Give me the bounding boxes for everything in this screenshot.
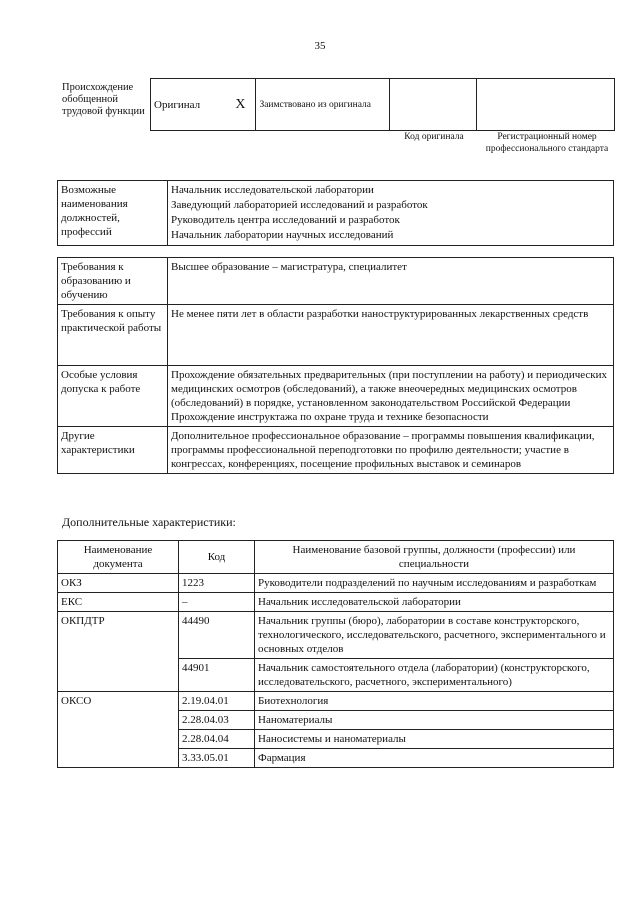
position-item: Начальник исследовательской лаборатории — [171, 184, 374, 196]
origin-table — [150, 78, 615, 131]
table-row: 2.28.04.03 Наноматериалы — [58, 711, 614, 730]
origin-original: Оригинал — [151, 79, 226, 131]
table-row: 3.33.05.01 Фармация — [58, 749, 614, 768]
additional-table — [57, 540, 614, 768]
positions-list — [168, 181, 614, 246]
table-row: 44901 Начальник самостоятельного отдела (лаборатории) (конструкторского, исследовательского, расчетного, экспериментального) — [58, 659, 614, 692]
requirements-table — [57, 257, 614, 474]
table-row: ОКПДТР 44490 Начальник группы (бюро), лаборатории в составе конструкторского, технологического, исследовательского, расчетного, экспериментального и основных отделов — [58, 612, 614, 659]
position-item: Начальник лаборатории научных исследований — [171, 229, 394, 241]
req-experience-value: Не менее пяти лет в области разработки наноструктурированных лекарственных средств — [168, 305, 614, 366]
table-row: ЕКС – Начальник исследовательской лаборатории — [58, 593, 614, 612]
col-header-code: Код — [179, 541, 255, 574]
origin-mark: X — [225, 79, 256, 131]
req-admission-value: Прохождение обязательных предварительных (при поступлении на работу) и периодических медицинских осмотров (обследований), а также внеочередных медицинских осмотров (обследований) в порядке, установленном законодательством Российской Федерации Прохождение инструктажа по охране труда и технике безопасности — [168, 366, 614, 427]
req-other-label: Другие характеристики — [58, 427, 168, 474]
table-row: ОКСО 2.19.04.01 Биотехнология — [58, 692, 614, 711]
table-row: 2.28.04.04 Наносистемы и наноматериалы — [58, 730, 614, 749]
table-row: ОКЗ 1223 Руководители подразделений по научным исследованиям и разработкам — [58, 574, 614, 593]
origin-borrowed: Заимствовано из оригинала — [256, 79, 390, 131]
req-experience-label: Требования к опыту практической работы — [58, 305, 168, 366]
positions-label: Возможные наименования должностей, профессий — [58, 181, 168, 246]
req-other-value: Дополнительное профессиональное образование – программы повышения квалификации, программы профессиональной переподготовки по профилю деятельности; участие в конгрессах, конференциях, посещение профильных выставок и семинаров — [168, 427, 614, 474]
col-header-name: Наименование базовой группы, должности (профессии) или специальности — [255, 541, 614, 574]
req-education-value: Высшее образование – магистратура, специалитет — [168, 258, 614, 305]
page-number: 35 — [314, 40, 326, 52]
origin-reg-caption: Регистрационный номер профессионального стандарта — [485, 132, 609, 154]
req-education-label: Требования к образованию и обучению — [58, 258, 168, 305]
additional-heading: Дополнительные характеристики: — [62, 515, 236, 529]
position-item: Заведующий лабораторией исследований и разработок — [171, 199, 428, 211]
origin-code-cell — [390, 79, 477, 131]
origin-label: Происхождение обобщенной трудовой функции — [62, 82, 145, 117]
origin-reg-cell — [477, 79, 615, 131]
origin-code-caption: Код оригинала — [404, 132, 464, 142]
position-item: Руководитель центра исследований и разработок — [171, 214, 400, 226]
col-header-document: Наименование документа — [58, 541, 179, 574]
positions-table — [57, 180, 614, 246]
req-admission-label: Особые условия допуска к работе — [58, 366, 168, 427]
